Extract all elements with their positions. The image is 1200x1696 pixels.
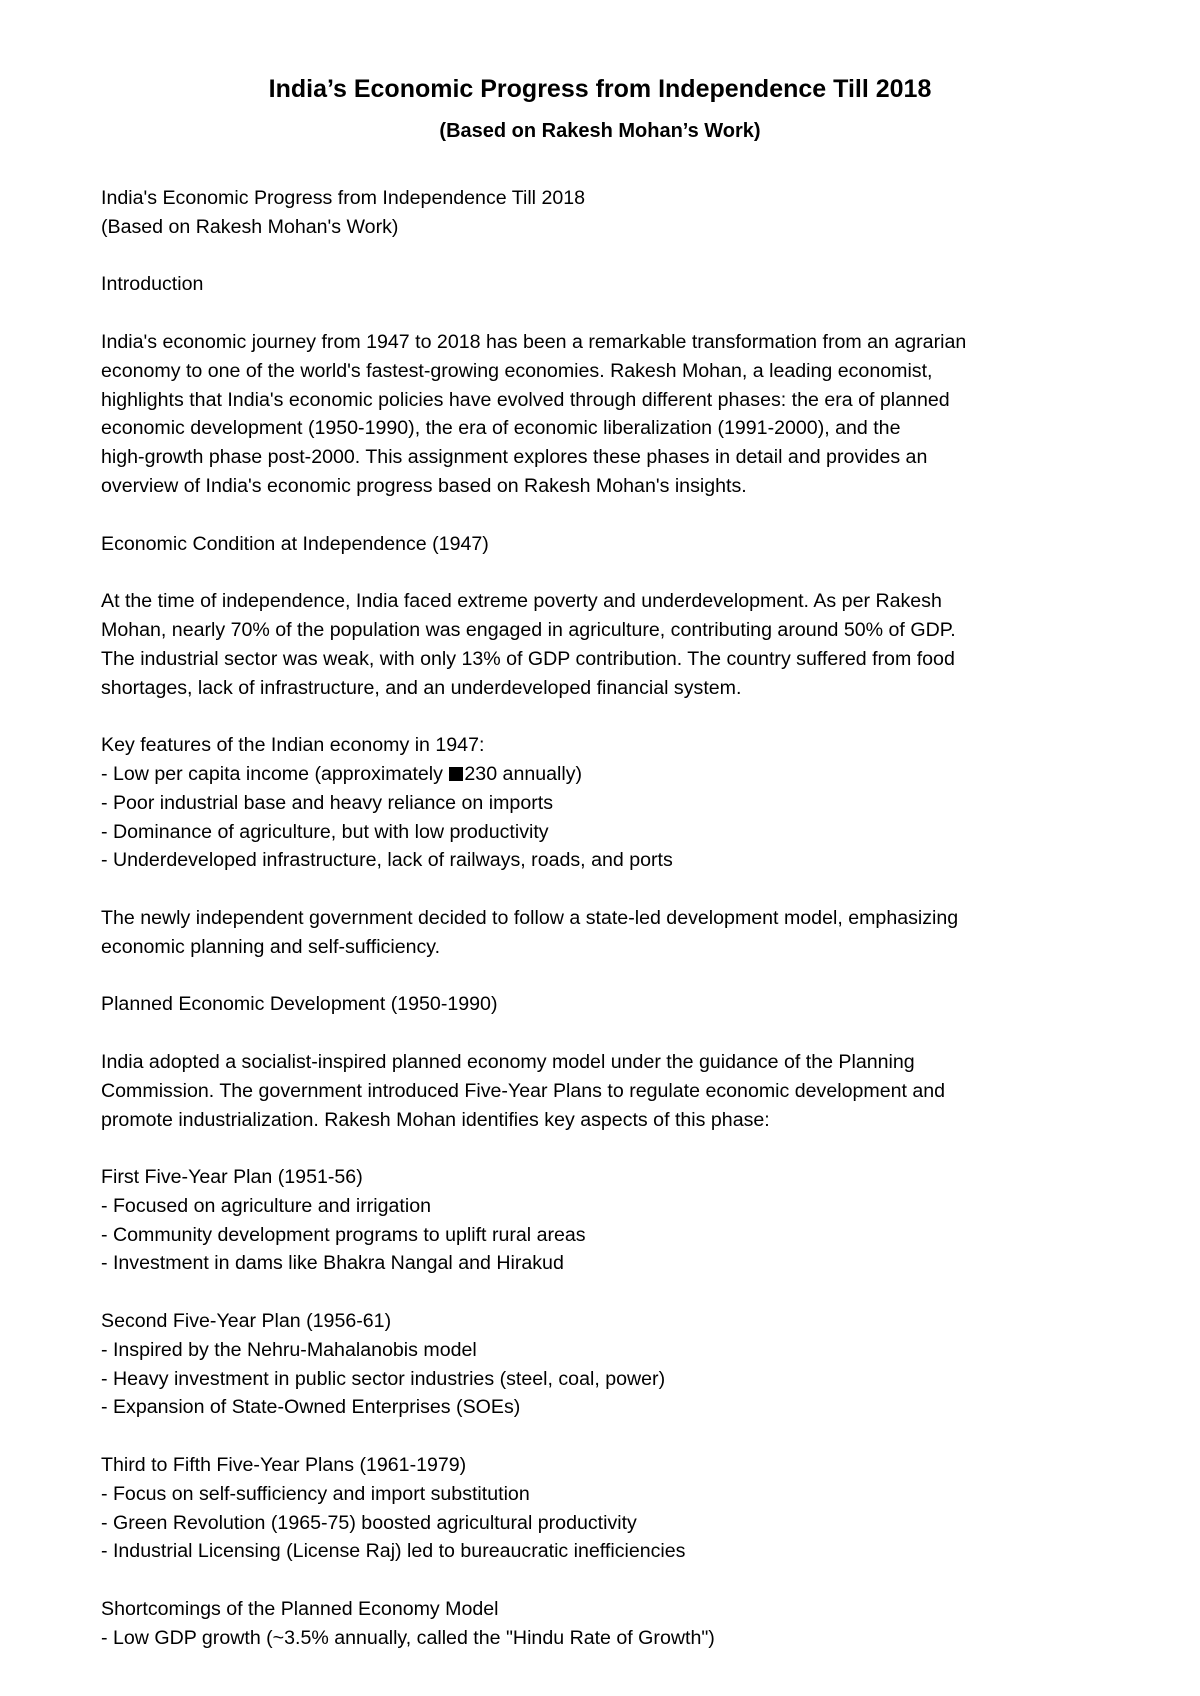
document-body — [101, 184, 1101, 1653]
list-item: - Focus on self-sufficiency and import substitution — [101, 1482, 530, 1505]
document-subtitle: (Based on Rakesh Mohan’s Work) — [439, 120, 761, 142]
plan-heading: First Five-Year Plan (1951-56) — [101, 1166, 363, 1189]
paragraph-line: Commission. The government introduced Five-Year Plans to regulate economic development and — [101, 1079, 946, 1102]
paragraph-line: India's economic journey from 1947 to 2018 has been a remarkable transformation from an agrarian — [101, 330, 967, 353]
paragraph-line: At the time of independence, India faced extreme poverty and underdevelopment. As per Rakesh — [101, 590, 942, 613]
paragraph-line: high-growth phase post-2000. This assignment explores these phases in detail and provides an — [101, 446, 928, 469]
body-header-line: India's Economic Progress from Independence Till 2018 — [101, 187, 586, 209]
list-item: - Community development programs to uplift rural areas — [101, 1223, 586, 1246]
list-item: - Green Revolution (1965-75) boosted agricultural productivity — [101, 1511, 637, 1534]
paragraph-line: promote industrialization. Rakesh Mohan identifies key aspects of this phase: — [101, 1108, 770, 1131]
section-heading-introduction: Introduction — [101, 273, 204, 296]
paragraph-line: Mohan, nearly 70% of the population was engaged in agriculture, contributing around 50% of GDP. — [101, 618, 956, 641]
plan-heading: Third to Fifth Five-Year Plans (1961-1979) — [101, 1454, 467, 1477]
list-item: - Inspired by the Nehru-Mahalanobis model — [101, 1338, 477, 1361]
section-heading-planned-development: Planned Economic Development (1950-1990) — [101, 993, 498, 1016]
paragraph-line: The industrial sector was weak, with only 13% of GDP contribution. The country suffered from food — [101, 647, 955, 670]
list-item: - Dominance of agriculture, but with low productivity — [101, 820, 549, 843]
paragraph-line: overview of India's economic progress based on Rakesh Mohan's insights. — [101, 474, 747, 497]
list-item: - Poor industrial base and heavy reliance on imports — [101, 791, 553, 814]
section-heading-independence: Economic Condition at Independence (1947) — [101, 532, 489, 555]
plan-heading: Second Five-Year Plan (1956-61) — [101, 1310, 392, 1333]
paragraph-line: economic planning and self-sufficiency. — [101, 935, 441, 958]
key-features-heading: Key features of the Indian economy in 1947: — [101, 734, 485, 757]
list-item: - Investment in dams like Bhakra Nangal and Hirakud — [101, 1252, 564, 1275]
list-item: - Underdeveloped infrastructure, lack of railways, roads, and ports — [101, 849, 673, 872]
list-item-text: - Low per capita income (approximately — [101, 762, 449, 785]
paragraph-line: economy to one of the world's fastest-growing economies. Rakesh Mohan, a leading economist, — [101, 359, 933, 382]
document-title: India’s Economic Progress from Independence Till 2018 — [268, 75, 932, 103]
paragraph-line: highlights that India's economic policies have evolved through different phases: the era of planned — [101, 388, 950, 411]
list-item: - Low GDP growth (~3.5% annually, called the "Hindu Rate of Growth") — [101, 1626, 715, 1649]
missing-glyph-icon — [449, 767, 463, 781]
list-item — [101, 760, 1101, 789]
list-item: - Expansion of State-Owned Enterprises (SOEs) — [101, 1396, 521, 1419]
body-header-line: (Based on Rakesh Mohan's Work) — [101, 215, 399, 238]
list-item: - Heavy investment in public sector industries (steel, coal, power) — [101, 1367, 666, 1390]
paragraph-line: shortages, lack of infrastructure, and an underdeveloped financial system. — [101, 676, 742, 699]
list-item: - Focused on agriculture and irrigation — [101, 1194, 432, 1217]
paragraph-line: economic development (1950-1990), the era of economic liberalization (1991-2000), and the — [101, 417, 901, 440]
list-item-text: 230 annually) — [464, 762, 583, 785]
list-item: - Industrial Licensing (License Raj) led to bureaucratic inefficiencies — [101, 1540, 686, 1563]
shortcomings-heading: Shortcomings of the Planned Economy Model — [101, 1598, 499, 1621]
paragraph-line: The newly independent government decided to follow a state-led development model, emphasizing — [101, 906, 959, 929]
paragraph-line: India adopted a socialist-inspired planned economy model under the guidance of the Planning — [101, 1050, 915, 1073]
